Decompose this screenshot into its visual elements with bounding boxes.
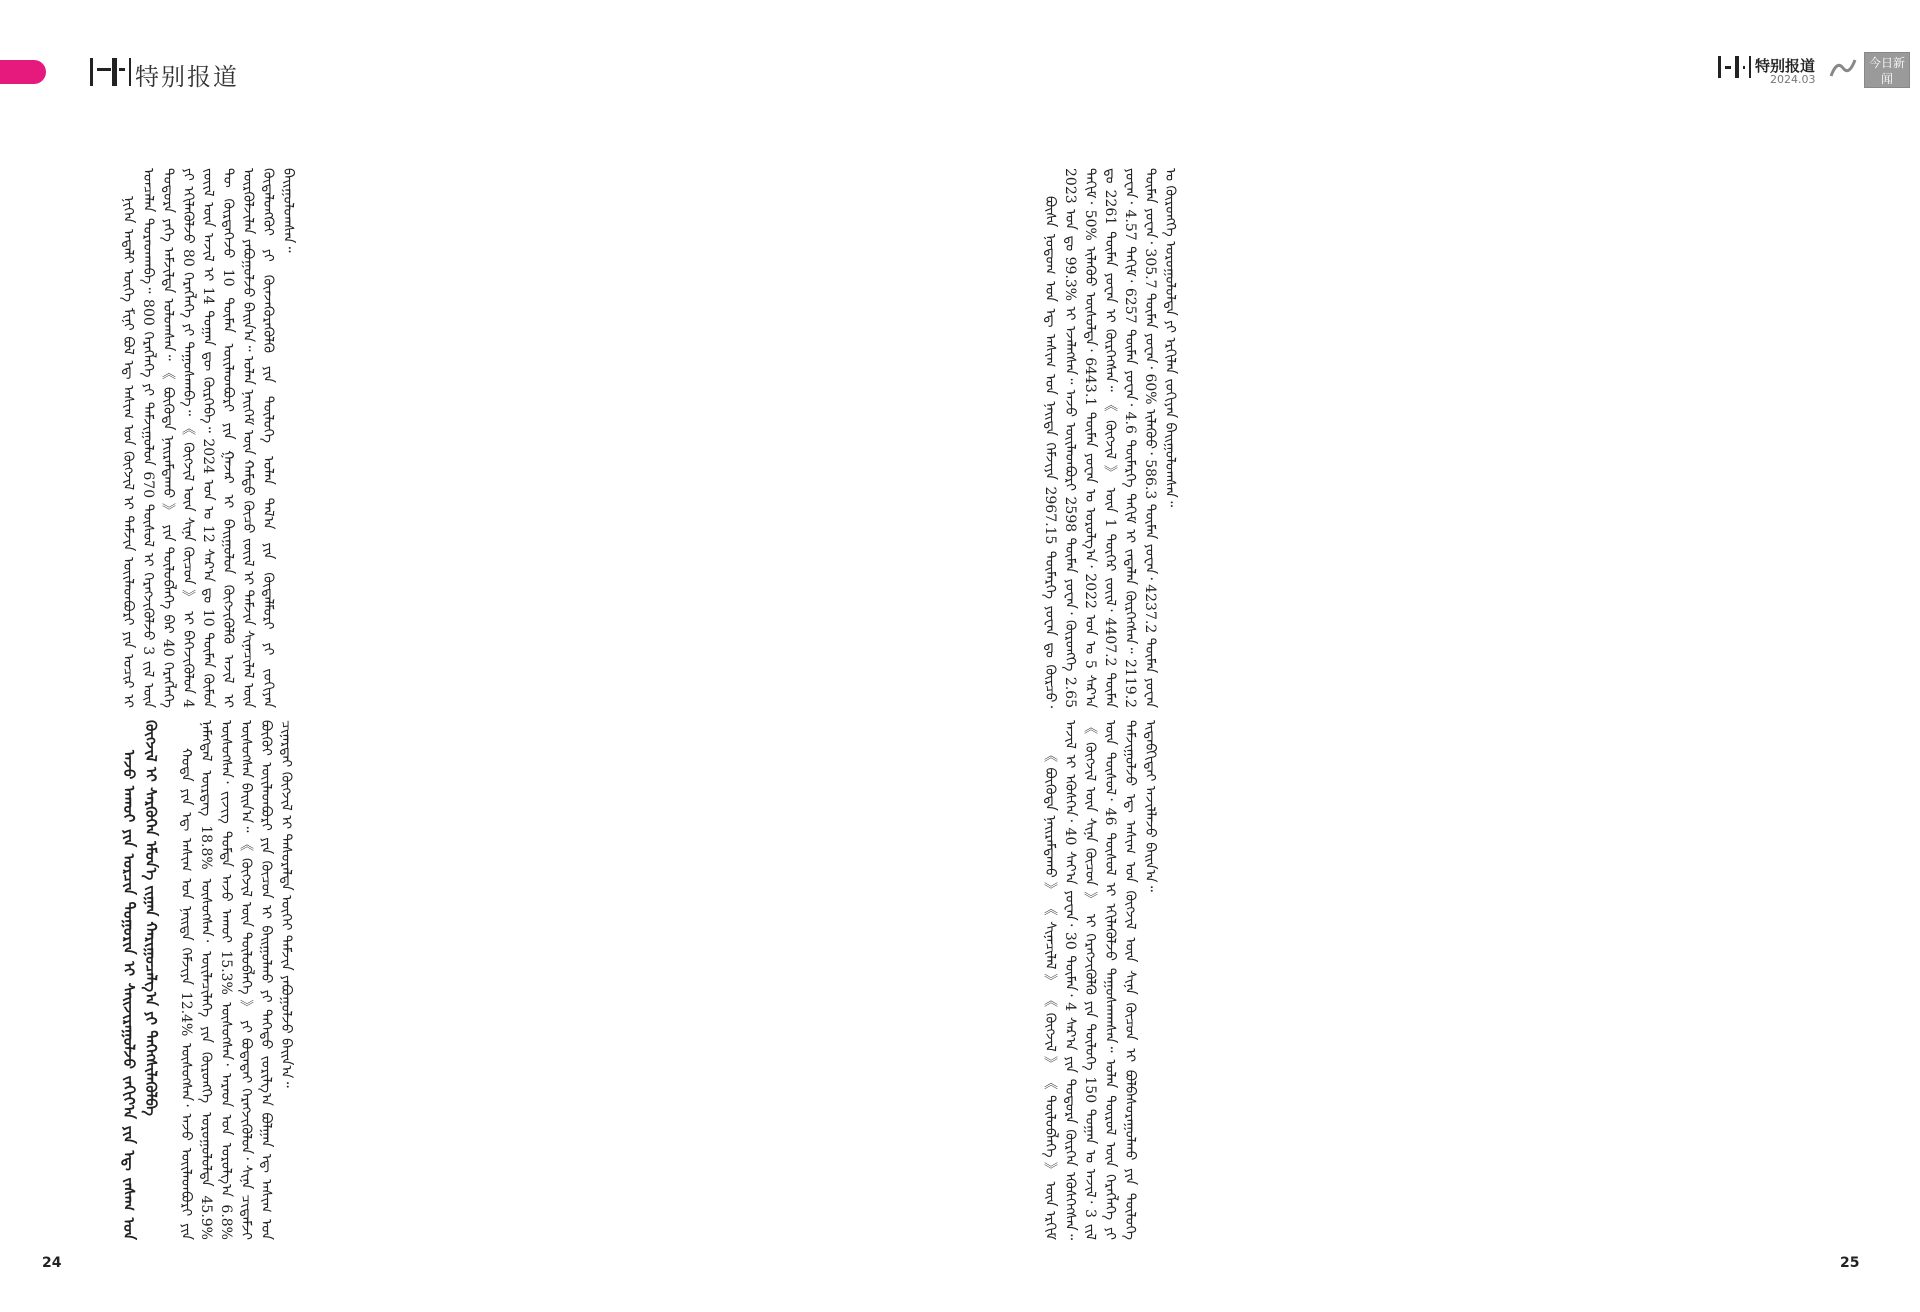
page-number: 24 <box>42 1255 62 1271</box>
mongolian-header-glyph <box>112 58 131 86</box>
mongolian-header-glyph <box>1718 56 1737 78</box>
left-lower-paragraph: ᠬᠣᠲᠠ ᠶᠢᠨ ᠡᠳ᠋ ᠠᠰᠢᠭ ᠤᠨ ᠨᠡᠢᠲᠡ ᠬᠡᠮᠵᠢᠶᠡ 12.4% ᠥᠰᠦᠭᠰᠡᠨ᠂ ᠠᠵᠤ ᠦᠢᠯᠡᠳᠪᠦᠷᠢ ᠶᠢᠨ ᠨᠡᠮᠡᠭᠳᠡᠯ ᠥᠷᠲᠡᠭ 18.8% ᠥᠰᠦᠭᠰᠡᠨ᠂ ᠦᠢᠯᠡᠴᠢᠯᠡᠭᠡ ᠶᠢᠨ ᠬᠥᠷᠥᠩᠭᠡ ᠣᠷᠣᠭᠤᠯᠤᠯᠲᠠ 45.9% ᠥᠰᠦᠭᠰᠡᠨ᠂ ᠵᠢᠵᠢᠭ ᠳᠤᠮᠳᠠ ᠠᠵᠤ ᠠᠬᠤᠢ 15.3% ᠥᠰᠦᠭᠰᠡᠨ᠂ ᠠᠷᠠᠳ ᠤᠨ ᠣᠷᠣᠯᠭ᠎ᠠ 6.8% ᠥᠰᠦᠭᠰᠡᠨ ᠪᠠᠢᠨ᠎ᠠ᠃ 《 ᠬᠥᠭᠵᠢᠯ ᠦᠨ ᠲᠥᠯᠦᠪᠯᠡᠭᠡ 》 ᠶᠢ ᠪᠣᠳᠠᠲᠠᠢ ᠬᠡᠷᠡᠭᠵᠢᠭᠦᠯᠦᠨ᠂ ᠰᠢᠨᠡ ᠴᠢᠳᠠᠮᠵᠢ ᠪᠦᠬᠦᠢ ᠦᠢᠯᠡᠳᠪᠦᠷᠢ ᠶᠢᠨ ᠬᠦᠴᠦᠨ ᠢ ᠪᠠᠢᠭᠤᠯᠬᠤ ᠶᠢ ᠳᠡᠭᠡᠳᠦ ᠵᠣᠷᠢᠯᠭ᠎ᠠ ᠪᠣᠯᠭᠠᠨ ᠡᠳ᠋ ᠠᠰᠢᠭ ᠤᠨ ᠴᠢᠨᠠᠷᠲᠠᠢ ᠬᠥᠭᠵᠢᠯ ᠢ ᠲᠠᠰᠤᠷᠠᠯᠲᠠ ᠦᠭᠡᠢ ᠳᠡᠮᠵᠢᠨ ᠶᠠᠪᠤᠭᠤᠯᠵᠤ ᠪᠠᠢᠨ᠎ᠠ᠃ <box>178 720 294 1240</box>
left-lower-heading <box>118 720 166 1240</box>
issue-date: 2024.03 <box>1770 73 1816 86</box>
header-section-title: 特别报道 <box>1755 57 1816 75</box>
right-lower-text <box>1040 720 1844 1240</box>
left-lower-title: ᠠᠵᠤ ᠠᠬᠤᠢ ᠶᠢᠨ ᠣᠷᠴᠢᠨ ᠲᠣᠭᠣᠷᠢᠨ ᠢ ᠰᠠᠢᠵᠢᠷᠠᠭᠤᠯᠵᠤ ᠵᠠᠬᠢᠶ᠎ᠠ ᠶᠢᠨ ᠡᠳ᠋ ᠵᠠᠰᠠᠭ ᠤᠨ ᠬᠥᠭᠵᠢᠯ ᠢ ᠰᠡᠷᠭᠦᠭᠡᠨ ᠡᠮᠦᠨ᠎ᠡ ᠵᠢᠭᠠᠨ ᠬᠠᠷᠢᠭᠤᠴᠠᠯᠭ᠎ᠠ ᠶᠢ ᠳᠡᠭᠡᠭᠰᠢᠯᠡᠭᠦᠯᠪᠡ <box>120 720 160 1240</box>
right-upper-paragraph: ᠪᠦᠰᠡ ᠨᠤᠲᠤᠭ ᠤᠨ ᠡᠳ᠋ ᠠᠰᠢᠭ ᠤᠨ ᠨᠡᠢᠲᠡ ᠬᠡᠮᠵᠢᠶᠡ 2967.15 ᠲᠦᠮᠡᠷᠭᠡ ᠶᠤᠸᠠᠨ ᠳᠤ ᠬᠦᠷᠴᠦ᠂ 2023 ᠣᠨ ᠳᠤ 99.3% ᠢ ᠡᠵᠡᠯᠡᠭᠰᠡᠨ᠃ ᠠᠵᠤ ᠦᠢᠯᠡᠳᠪᠦᠷᠢ 2598 ᠲᠦᠮᠡᠨ ᠶᠤᠸᠠᠨ᠂ ᠬᠥᠷᠥᠩᠭᠡ 2.65 ᠲᠠᠬᠢᠮ᠂ 50% ᠢᠯᠡᠭᠦᠦ ᠥᠰᠦᠯᠲᠡ᠂ 6443.1 ᠲᠦᠮᠡᠨ ᠶᠤᠸᠠᠨ ᠤ ᠣᠷᠣᠯᠭ᠎ᠠ᠂ 2022 ᠣᠨ ᠤ 5 ᠰᠠᠷ᠎ᠠ ᠳᠤ 2261 ᠲᠦᠮᠡᠨ ᠶᠤᠸᠠᠨ ᠢ ᠬᠦᠷᠭᠡᠭᠰᠡᠨ᠃ 《 ᠬᠥᠭᠵᠢᠯ 》 ᠦᠨ 1 ᠳᠦᠭᠡᠷ ᠵᠦᠢᠯ᠂ 4407.2 ᠲᠦᠮᠡᠨ ᠶᠤᠸᠠᠨ᠂ 4.57 ᠲᠠᠬᠢᠮ᠂ 6257 ᠲᠦᠮᠡᠨ ᠶᠤᠸᠠᠨ᠂ 4.6 ᠲᠦᠮᠡᠷᠭᠡ ᠲᠠᠬᠢᠮ ᠢ ᠵᠠᠳᠠᠯᠠᠨ ᠬᠦᠷᠭᠡᠭᠰᠡᠨ᠃ 2119.2 ᠲᠦᠮᠡᠨ ᠶᠤᠸᠠᠨ᠂ 305.7 ᠲᠦᠮᠡᠨ ᠶᠤᠸᠠᠨ᠂ 60% ᠢᠯᠡᠭᠦᠦ᠂ 586.3 ᠲᠦᠮᠡᠨ ᠶᠤᠸᠠᠨ᠂ 4237.2 ᠲᠦᠮᠡᠨ ᠶᠤᠸᠠᠨ ᠤ ᠬᠥᠷᠥᠩᠭᠡ ᠣᠷᠣᠭᠤᠯᠤᠯᠲᠠ ᠶᠢ ᠡᠷᠬᠢᠯᠡᠨ ᠵᠣᠬᠢᠶᠠᠨ ᠪᠠᠢᠭᠤᠯᠤᠭᠰᠠᠨ᠃ <box>1042 168 1178 708</box>
left-upper-text <box>118 168 922 708</box>
left-upper-paragraph: ᠨᠢᠭᠡᠨ ᠠᠳᠠᠯᠢ ᠦᠭᠡ ᠮᠢᠨᠢ ᠪᠣᠯ ᠡᠳ᠋ ᠠᠰᠢᠭ ᠤᠨ ᠬᠥᠭᠵᠢᠯ ᠢ ᠳᠡᠮᠵᠢᠨ ᠦᠢᠯᠡᠳᠪᠦᠷᠢ ᠶᠢᠨ ᠤᠴᠢᠷ ᠢ ᠣᠨᠴᠠᠯᠠᠨ ᠳᠤᠷᠠᠳᠬᠠᠪᠠ᠃ 800 ᠬᠡᠷᠡᠭᠯᠡᠭᠡ ᠶᠢ ᠳᠠᠮᠵᠢᠭᠤᠯᠤᠨ 670 ᠲᠥᠰᠦᠯ ᠢ ᠬᠡᠷᠡᠭᠵᠢᠭᠦᠯᠵᠦ 3 ᠵᠢᠯ ᠦᠨ ᠳᠣᠲᠣᠷᠠ ᠶᠡᠬᠡ ᠠᠮᠵᠢᠯᠲᠠ ᠣᠯᠤᠭᠰᠠᠨ᠃ 《 ᠪᠦᠭᠦᠳᠡ ᠨᠠᠢᠷᠠᠮᠳᠠᠬᠤ 》 ᠶᠢᠨ ᠲᠥᠯᠦᠪᠯᠡᠭᠡ ᠪᠡᠷ 40 ᠬᠡᠷᠡᠭᠯᠡᠭᠡ ᠶᠢ ᠡᠬᠢᠯᠡᠭᠦᠯᠵᠦ 80 ᠬᠡᠷᠡᠭᠯᠡᠭᠡ ᠶᠢ ᠳᠠᠭᠤᠰᠬᠠᠪᠠ᠃ 《 ᠬᠥᠭᠵᠢᠯ ᠦᠨ ᠰᠢᠨᠡ ᠬᠦᠴᠦᠨ 》 ᠢ ᠪᠡᠬᠡᠵᠢᠭᠦᠯᠦᠨ 4 ᠵᠦᠢᠯ ᠦᠨ ᠠᠵᠢᠯ ᠢ 14 ᠲᠣᠭᠠᠨ ᠳᠦ ᠬᠦᠷᠭᠡᠪᠡ᠃ 2024 ᠣᠨ ᠤ 12 ᠰᠠᠷ᠎ᠠ ᠳᠤ 10 ᠲᠦᠮᠡᠨ ᠬᠦᠮᠦᠨ ᠲᠦ ᠬᠦᠷᠲᠡᠭᠡᠵᠦ 10 ᠲᠦᠮᠡᠨ ᠦᠢᠯᠡᠳᠪᠦᠷᠢ ᠶᠢᠨ ᠭᠠᠵᠠᠷ ᠢ ᠪᠠᠢᠭᠤᠯᠤᠨ ᠬᠥᠭᠵᠢᠭᠦᠯᠬᠦ ᠠᠵᠢᠯ ᠢ ᠦᠷᠭᠦᠯᠵᠢᠯᠡᠨ ᠶᠠᠪᠤᠭᠤᠯᠵᠤ ᠪᠠᠢᠨ᠎ᠠ᠃ ᠣᠯᠠᠨ ᠨᠡᠢᠭᠡᠮ ᠦᠨ ᠬᠠᠮᠲᠤ ᠬᠦᠴᠦ ᠵᠦᠢᠯ ᠢ ᠳᠡᠮᠵᠢᠨ ᠰᠢᠨᠡᠴᠢᠯᠡᠯ ᠦᠨ ᠬᠥᠳᠡᠯᠦᠩᠭᠦᠢ ᠶᠢ ᠭᠦᠨᠵᠡᠭᠦᠷᠡᠭᠦᠯᠬᠦ ᠶᠢᠨ ᠲᠥᠯᠥᠭᠡ ᠣᠯᠠᠨ ᠲᠠᠯ᠎ᠠ ᠶᠢᠨ ᠬᠥᠳᠡᠯᠮᠦᠷᠢ ᠶᠢ ᠵᠣᠬᠢᠶᠠᠨ ᠪᠠᠢᠭᠤᠯᠤᠭᠰᠠᠨ᠃ <box>120 168 296 708</box>
section-tab <box>0 60 46 84</box>
brand-logo: 今日新闻 <box>1864 52 1910 88</box>
page-number: 25 <box>1840 1255 1860 1271</box>
right-lower-paragraph: 《 ᠪᠦᠭᠦᠳᠡ ᠨᠠᠢᠷᠠᠮᠳᠠᠬᠤ 》 《 ᠰᠢᠨᠡᠴᠢᠯᠡᠯ 》 《 ᠬᠥᠭᠵᠢᠯ 》 《 ᠲᠥᠯᠦᠪᠯᠡᠭᠡ 》 ᠦᠨ ᠡᠷᠬᠢᠮ ᠠᠵᠢᠯ ᠢ ᠡᠭᠦᠰᠭᠡᠨ᠂ 40 ᠰᠠᠶ᠎ᠠ ᠶᠤᠸᠠᠨ᠂ 30 ᠲᠦᠮᠡᠨ᠂ 4 ᠰᠠᠷ᠎ᠠ ᠶᠢᠨ ᠳᠣᠲᠣᠷᠠ ᠬᠦᠷᠭᠡᠨ ᠡᠭᠦᠰᠭᠡᠭᠰᠡᠨ᠃ 《 ᠬᠥᠭᠵᠢᠯ ᠦᠨ ᠰᠢᠨᠡ ᠬᠦᠴᠦᠨ 》 ᠢ ᠬᠡᠷᠡᠭᠵᠢᠭᠦᠯᠬᠦ ᠶᠢᠨ ᠲᠥᠯᠥᠭᠡ 150 ᠲᠣᠭᠠᠨ ᠤ ᠠᠵᠢᠯ᠂ 3 ᠵᠢᠯ ᠦᠨ ᠲᠥᠰᠦᠯ᠂ 46 ᠲᠥᠰᠦᠯ ᠢ ᠡᠬᠢᠯᠡᠭᠦᠯᠵᠦ ᠳᠠᠭᠤᠰᠬᠠᠭᠰᠠᠨ᠃ ᠣᠯᠠᠨ ᠲᠥᠷᠥᠯ ᠦᠨ ᠬᠡᠷᠡᠭᠯᠡᠭᠡ ᠶᠢ ᠳᠠᠮᠵᠢᠭᠤᠯᠵᠤ ᠡᠳ᠋ ᠠᠰᠢᠭ ᠤᠨ ᠬᠥᠭᠵᠢᠯ ᠦᠨ ᠰᠢᠨᠡ ᠬᠦᠴᠦᠨ ᠢ ᠪᠣᠯᠪᠠᠰᠤᠷᠠᠭᠤᠯᠬᠤ ᠶᠢᠨ ᠲᠥᠯᠥᠭᠡ ᠢᠳᠡᠪᠬᠢᠲᠡᠢ ᠠᠵᠢᠯᠯᠠᠵᠤ ᠪᠠᠢᠨ᠎ᠠ᠃ <box>1042 720 1158 1240</box>
left-lower-text <box>176 720 922 1240</box>
mongolian-header-glyph <box>1736 56 1751 78</box>
brand-logo-icon <box>1829 56 1857 80</box>
right-page <box>960 0 1920 1312</box>
section-title: 特别报道 <box>135 63 239 91</box>
right-upper-text <box>1040 168 1844 708</box>
